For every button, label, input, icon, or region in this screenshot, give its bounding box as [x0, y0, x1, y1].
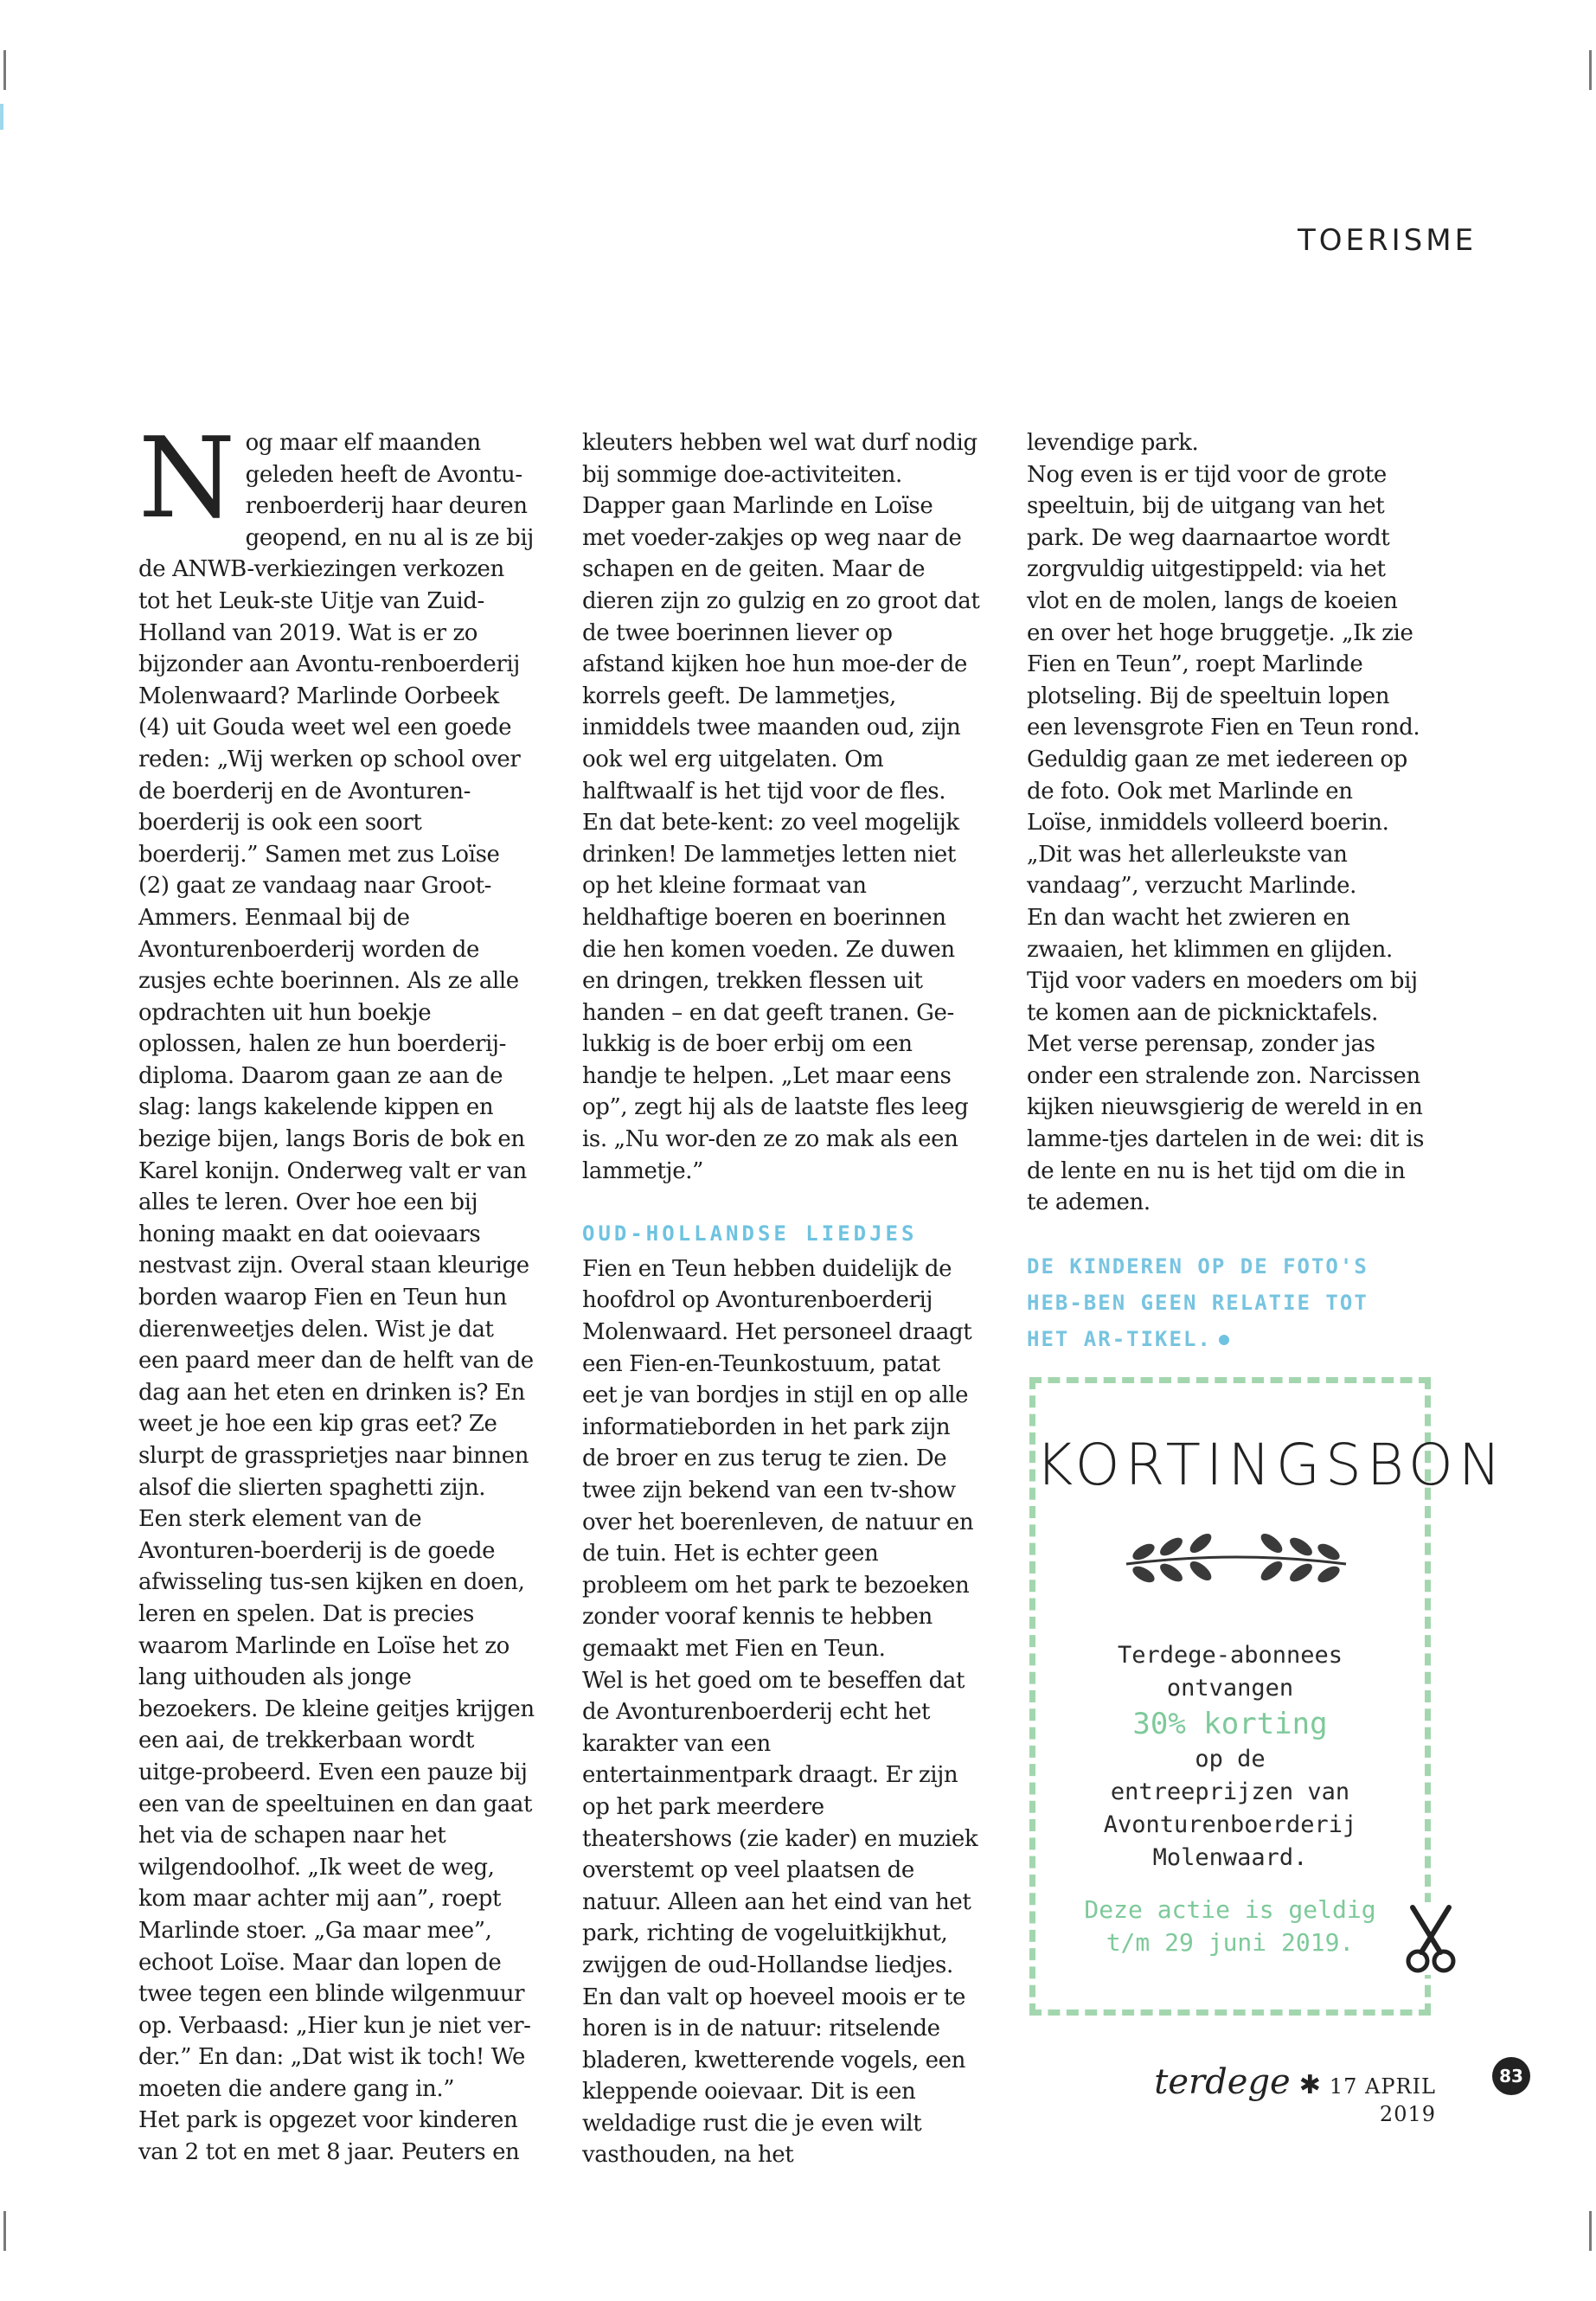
page-footer — [1125, 2062, 1436, 2126]
laurel-ornament-icon — [1118, 1526, 1355, 1604]
magazine-brand: terdege — [1154, 2062, 1291, 2102]
coupon-valid-line: Deze actie is geldig — [1084, 1895, 1376, 1924]
paragraph: Het park is opgezet voor kinderen van 2 tot en met 8 jaar. Peuters en — [138, 2107, 520, 2166]
coupon-line: Terdege-abonnees — [1117, 1642, 1343, 1669]
coupon-line: ontvangen — [1166, 1675, 1294, 1702]
asterisk-icon: ✱ — [1298, 2070, 1321, 2100]
trim-mark — [3, 50, 6, 90]
article-column-3 — [1027, 427, 1425, 1357]
coupon-box — [1029, 1377, 1507, 2016]
photo-disclaimer-text: DE KINDEREN OP DE FOTO'S HEB-BEN GEEN RELATIE TOT HET AR-TIKEL. — [1027, 1253, 1368, 1351]
coupon-line: Avonturenboerderij — [1103, 1811, 1357, 1838]
paragraph: kleuters hebben wel wat durf nodig bij sommige doe-activiteiten. Dapper gaan Marlinde en Loïse met voeder-zakjes op weg naar de schapen en de geiten. Maar de dieren zijn zo gulzig en zo groot dat de twee boerinnen liever op afstand kijken hoe hun moe-der de korrels geeft. De lammetjes, inmiddels twee maanden oud, zijn ook wel erg uitgelaten. Om halftwaalf is het tijd voor de fles. En dat bete-kent: zo veel mogelijk drinken! De lammetjes letten niet op het kleine formaat van heldhaftige boeren en boerinnen die hen komen voeden. Ze duwen en dringen, trekken flessen uit handen – en dat geeft tranen. Ge-lukkig is de boer erbij om een handje te helpen. „Let maar eens op”, zegt hij als de laatste fles leeg is. „Nu wor-den ze zo mak als een lammetje.” — [582, 430, 980, 1184]
scissors-icon — [1401, 1902, 1461, 1975]
coupon-line: Molenwaard. — [1152, 1844, 1308, 1871]
trim-mark — [3, 2211, 6, 2251]
coupon-offer — [1035, 1639, 1425, 1875]
section-label: TOERISME — [1298, 223, 1477, 258]
article-column-1 — [138, 414, 536, 2169]
coupon-validity — [1035, 1894, 1425, 1959]
coupon-line: entreeprijzen van — [1110, 1779, 1350, 1805]
paragraph-text: og maar elf maanden geleden heeft de Avontu-renboerderij haar deuren geopend, en nu al is ze bij de ANWB-verkiezingen verkozen tot het Leuk-ste Uitje van Zuid-Holland van 2019. Wat is er zo bijzonder aan Avontu-renboerderij Molenwaard? Marlinde Oorbeek (4) uit Gouda weet wel een goede reden: „Wij werken op school over de boerderij en de Avonturen-boerderij is ook een soort boerderij.” Samen met zus Loïse (2) gaat ze vandaag naar Groot-Ammers. Eenmaal bij de Avonturenboerderij worden de zusjes echte boerinnen. Als ze alle opdrachten uit hun boekje oplossen, halen ze hun boerderij-diploma. Daarom gaan ze aan de slag: langs kakelende kippen en bezige bijen, langs Boris de bok en Karel konijn. Onderweg valt er van alles te leren. Over hoe een bij honing maakt en dat ooievaars nestvast zijn. Overal staan kleurige borden waarop Fien en Teun hun dierenweetjes delen. Wist je dat een paard meer dan de helft van de dag aan het eten en drinken is? En weet je hoe een kip gras eet? Ze slurpt de grassprietjes naar binnen alsof die slierten spaghetti zijn. — [138, 430, 534, 1501]
article-column-2 — [582, 427, 980, 2171]
coupon-valid-line: t/m 29 juni 2019. — [1106, 1928, 1355, 1957]
trim-mark — [1589, 50, 1592, 90]
paragraph: Een sterk element van de Avonturen-boerderij is de goede afwisseling tus-sen kijken en doen, leren en spelen. Dat is precies waarom Marlinde en Loïse het zo lang uithouden als jonge bezoekers. De kleine geitjes krijgen een aai, de trekkerbaan wordt uitge-probeerd. Even een pauze bij een van de speeltuinen en dan gaat het via de schapen naar het wilgendoolhof. „Ik weet de weg, kom maar achter mij aan”, roept Marlinde stoer. „Ga maar mee”, echoot Loïse. Maar dan lopen de twee tegen een blinde wilgenmuur op. Verbaasd: „Hier kun je niet ver-der.” En dan: „Dat wist ik toch! We moeten die andere gang in.” — [138, 1506, 535, 2102]
paragraph: levendige park. — [1027, 430, 1199, 456]
subheading: OUD-HOLLANDSE LIEDJES — [582, 1221, 918, 1247]
paragraph: Fien en Teun hebben duidelijk de hoofdrol op Avonturenboerderij Molenwaard. Het personeel draagt een Fien-en-Teunkostuum, patat eet je van bordjes in stijl en op alle informatieborden in het park zijn de broer en zus terug te zien. De twee zijn bekend van een tv-show over het boerenleven, de natuur en de tuin. Het is echter geen probleem om het park te bezoeken zonder vooraf kennis te hebben gemaakt met Fien en Teun. — [582, 1255, 974, 1662]
page-number: 83 — [1492, 2057, 1530, 2095]
paragraph: Nog even is er tijd voor de grote speeltuin, bij de uitgang van het park. De weg daarnaartoe wordt zorgvuldig uitgestippeld: via het vlot en de molen, langs de koeien en over het hoge bruggetje. „Ik zie Fien en Teun”, roept Marlinde plotseling. Bij de speeltuin lopen een levensgrote Fien en Teun rond. Geduldig gaan ze met iedereen op de foto. Ook met Marlinde en Loïse, inmiddels volleerd boerin. „Dit was het allerleukste van vandaag”, verzucht Marlinde. — [1027, 461, 1420, 900]
coupon-line: op de — [1195, 1746, 1266, 1772]
photo-disclaimer — [1027, 1248, 1425, 1357]
coupon-discount: 30% korting — [1132, 1707, 1328, 1741]
paragraph: En dan wacht het zwieren en zwaaien, het klimmen en glijden. Tijd voor vaders en moeders om bij te komen aan de picknicktafels. Met verse perensap, zonder jas onder een stralende zon. Narcissen kijken nieuwsgierig de wereld in en lamme-tjes dartelen in de wei: dit is de lente en nu is het tijd om die in te ademen. — [1027, 904, 1425, 1216]
trim-mark — [0, 104, 3, 130]
drop-cap: N — [138, 414, 235, 543]
end-dot-icon — [1219, 1335, 1229, 1345]
paragraph: Wel is het goed om te beseffen dat de Avonturenboerderij echt het karakter van een entertainmentpark draagt. Er zijn op het park meerdere theatershows (zie kader) en muziek overstemt op veel plaatsen de natuur. Alleen aan het eind van het park, richting de vogeluitkijkhut, zwijgen de oud-Hollandse liedjes. En dan valt op hoeveel moois er te horen is in de natuur: ritselende bladeren, kwetterende vogels, een kleppende ooievaar. Dit is een weldadige rust die je even wilt vasthouden, na het — [582, 1667, 978, 2169]
issue-date: 17 APRIL 2019 — [1329, 2074, 1436, 2126]
coupon-title: KORTINGSBON — [1035, 1432, 1507, 1498]
intro-paragraph — [138, 414, 536, 1503]
trim-mark — [1589, 2211, 1592, 2251]
